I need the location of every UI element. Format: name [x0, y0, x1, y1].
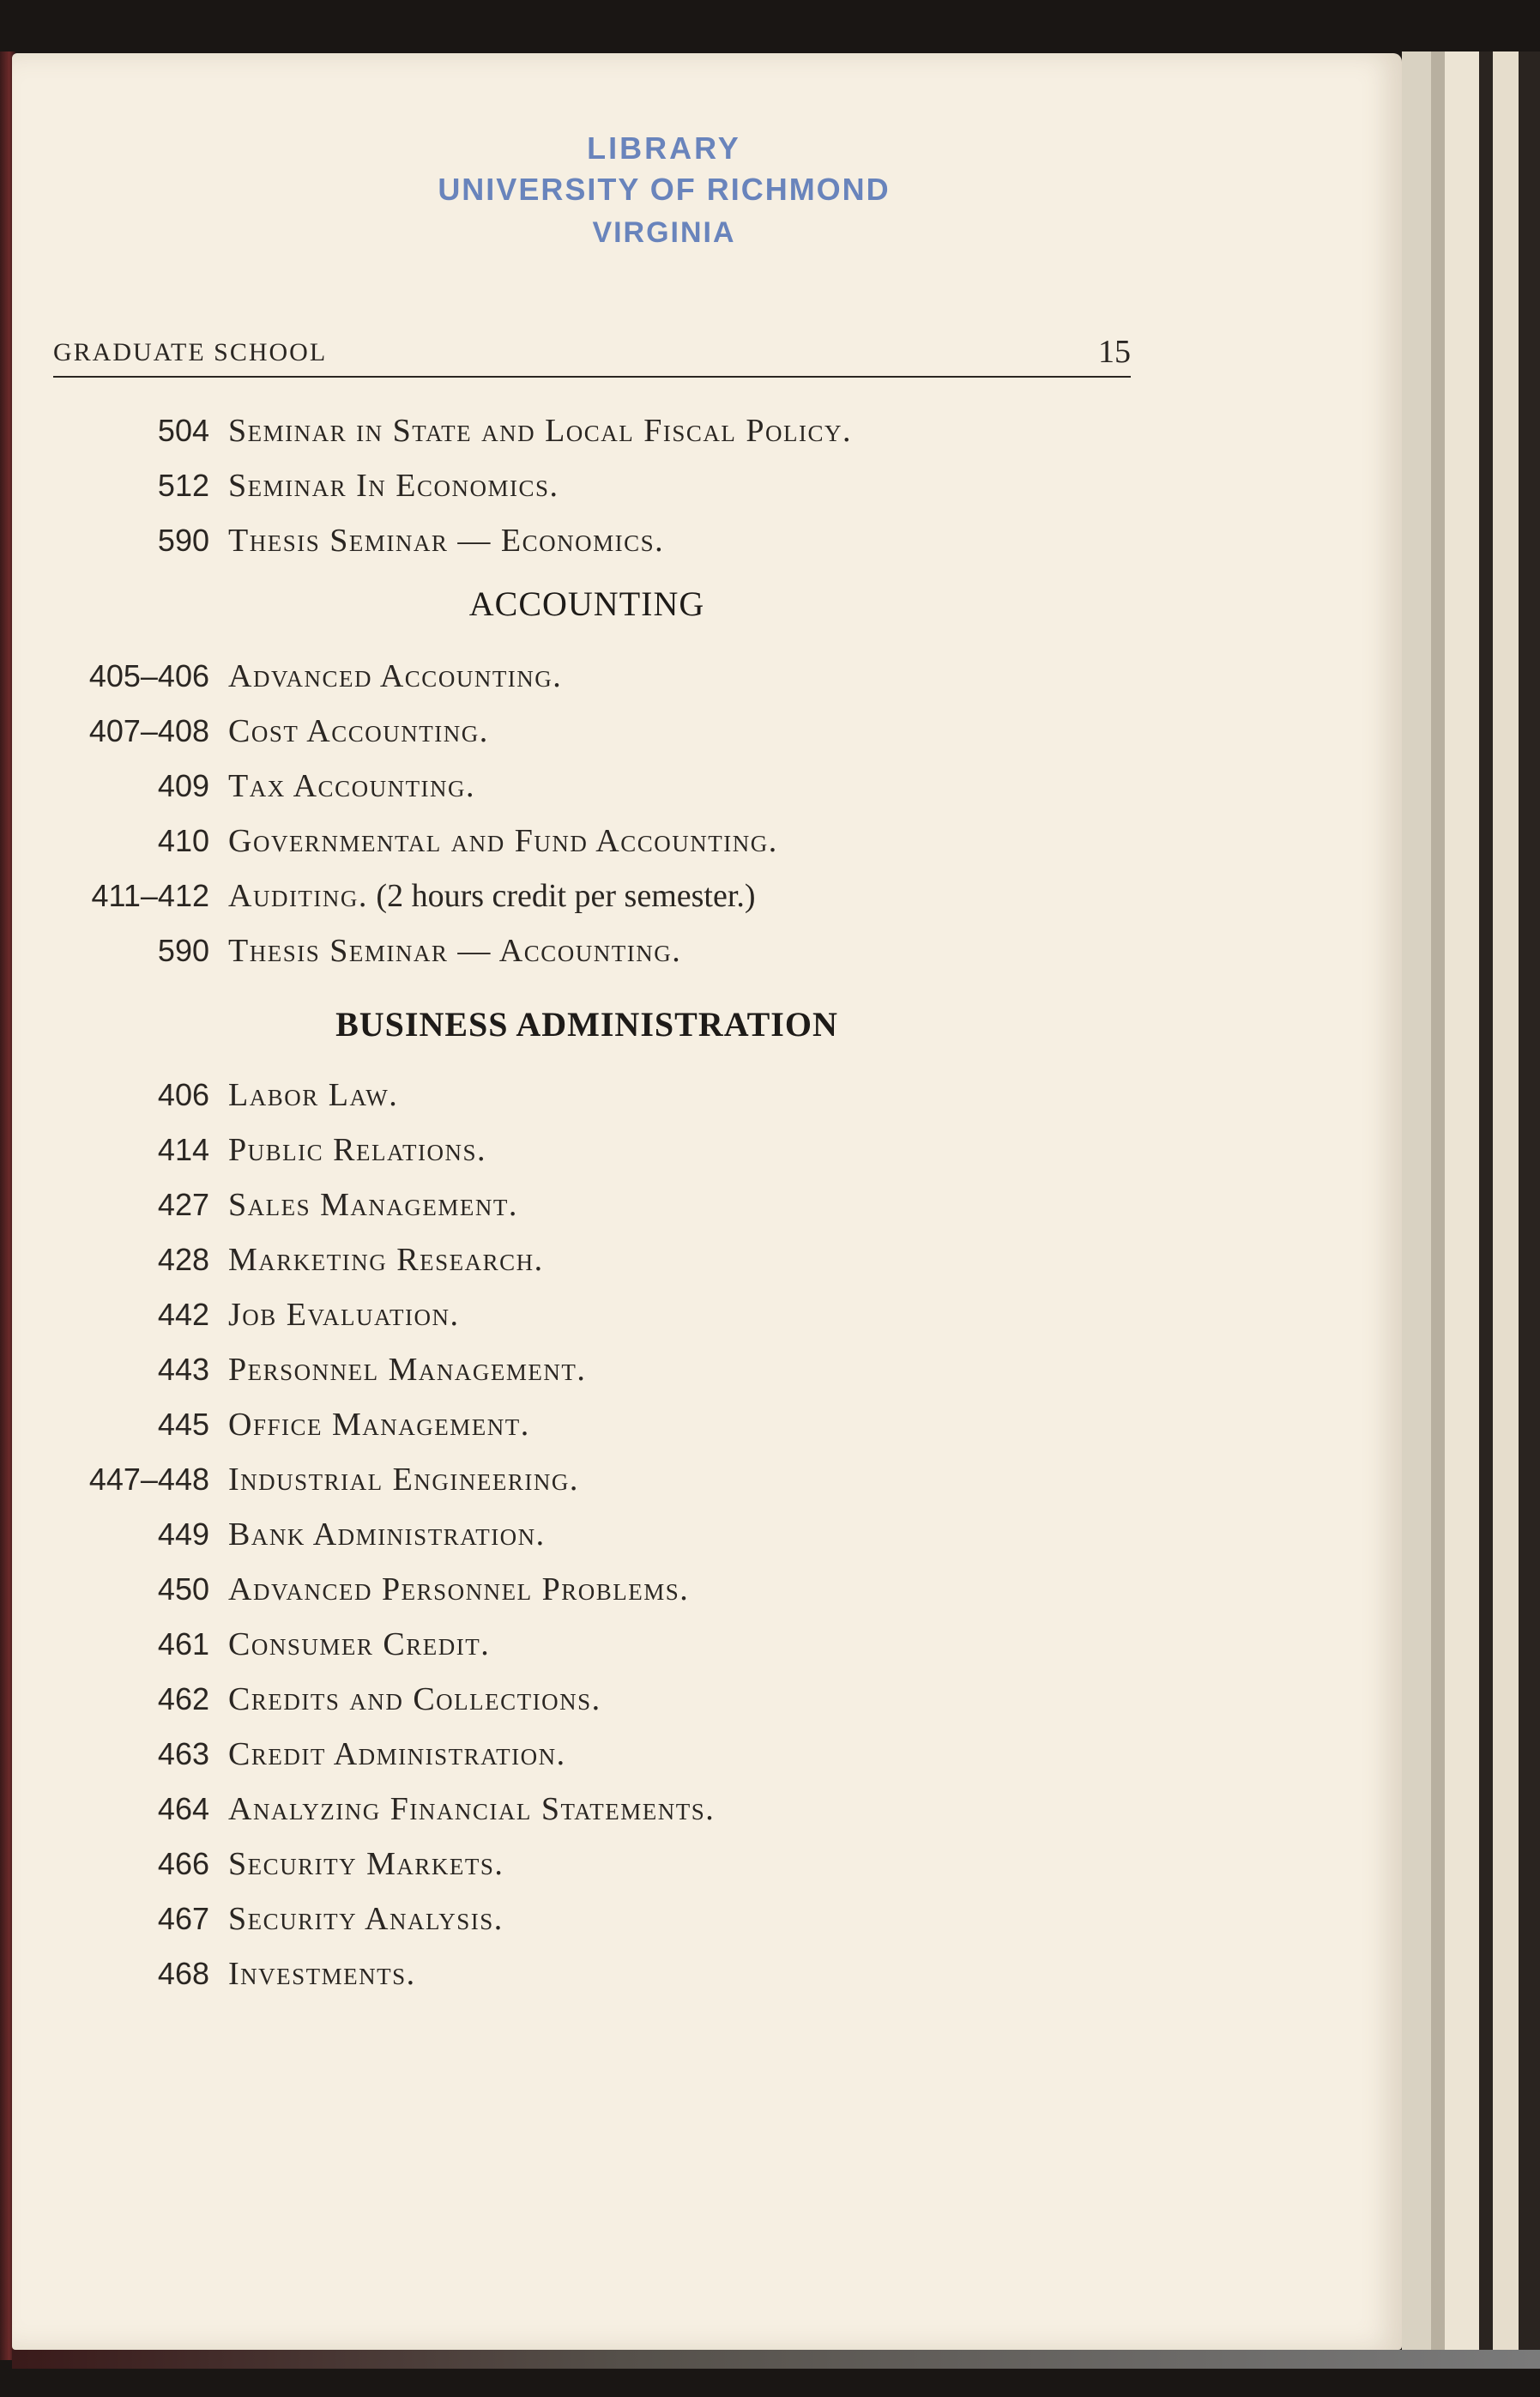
course-item — [53, 1346, 586, 1394]
course-item — [53, 1401, 530, 1449]
course-item — [53, 1236, 544, 1284]
course-title: Auditing. — [228, 878, 368, 914]
course-item — [53, 1181, 518, 1229]
course-number: 407–408 — [88, 713, 209, 748]
course-title: Tax Accounting. — [228, 768, 476, 804]
course-number: 512 — [157, 468, 209, 503]
stamp-line-library: LIBRARY — [587, 130, 741, 166]
course-title: Thesis Seminar — Economics. — [228, 523, 665, 559]
library-stamp — [355, 130, 973, 268]
course-number: 445 — [157, 1407, 209, 1442]
course-number: 405–406 — [88, 658, 209, 693]
course-item — [53, 1840, 504, 1888]
course-number: 414 — [157, 1132, 209, 1167]
course-title: Cost Accounting. — [228, 713, 489, 749]
course-title: Security Analysis. — [228, 1901, 504, 1937]
course-number: 410 — [157, 823, 209, 858]
course-number: 450 — [157, 1571, 209, 1607]
course-item — [53, 762, 475, 810]
course-item — [53, 1456, 579, 1504]
course-title: Credits and Collections. — [228, 1681, 601, 1717]
course-item — [53, 1785, 715, 1833]
course-number: 463 — [157, 1736, 209, 1771]
course-item — [53, 407, 852, 455]
course-title: Industrial Engineering. — [228, 1462, 579, 1498]
course-item — [53, 817, 778, 865]
course-number: 449 — [157, 1516, 209, 1552]
course-item — [53, 707, 489, 755]
course-number: 406 — [157, 1077, 209, 1112]
course-number: 590 — [157, 933, 209, 968]
course-item — [53, 1950, 416, 1998]
course-number: 411–412 — [91, 878, 209, 913]
course-item — [53, 872, 756, 920]
course-title: Personnel Management. — [228, 1352, 587, 1388]
course-title: Advanced Accounting. — [228, 658, 563, 694]
course-title: Bank Administration. — [228, 1516, 546, 1553]
course-title: Governmental and Fund Accounting. — [228, 823, 778, 859]
course-number: 504 — [157, 413, 209, 448]
course-number: 467 — [157, 1901, 209, 1936]
course-number: 464 — [157, 1791, 209, 1826]
course-number: 468 — [157, 1956, 209, 1991]
course-title: Office Management. — [228, 1407, 530, 1443]
page-stack-edge — [1479, 51, 1493, 2360]
page-stack-edge — [1431, 51, 1445, 2360]
course-title: Consumer Credit. — [228, 1626, 491, 1662]
course-title: Analyzing Financial Statements. — [228, 1791, 716, 1827]
course-title: Security Markets. — [228, 1846, 504, 1882]
page-stack-edge — [1519, 51, 1540, 2360]
course-number: 409 — [157, 768, 209, 803]
course-item — [53, 927, 681, 975]
course-number: 447–448 — [88, 1462, 209, 1497]
page-number: 15 — [1098, 334, 1131, 370]
course-number: 442 — [157, 1297, 209, 1332]
course-number: 461 — [157, 1626, 209, 1662]
course-title: Job Evaluation. — [228, 1297, 460, 1333]
course-title: Credit Administration. — [228, 1736, 566, 1772]
course-title: Investments. — [228, 1956, 416, 1992]
course-item — [53, 1675, 601, 1723]
course-title: Seminar in State and Local Fiscal Policy. — [228, 413, 853, 449]
course-item — [53, 652, 562, 700]
course-number: 466 — [157, 1846, 209, 1881]
stamp-line-state: VIRGINIA — [592, 216, 736, 249]
running-header — [53, 333, 1131, 378]
course-number: 590 — [157, 523, 209, 558]
course-item — [53, 462, 559, 510]
course-number: 462 — [157, 1681, 209, 1716]
course-title: Public Relations. — [228, 1132, 486, 1168]
course-title: Labor Law. — [228, 1077, 399, 1113]
course-item — [53, 517, 664, 565]
page-stack-edge — [1445, 51, 1479, 2360]
catalog-page — [12, 53, 1402, 2350]
course-title: Seminar In Economics. — [228, 468, 559, 504]
course-item — [53, 1620, 490, 1668]
page-stack-edge — [1493, 51, 1519, 2360]
course-item — [53, 1071, 398, 1119]
course-item — [53, 1291, 460, 1339]
page-stack-edge — [1402, 51, 1431, 2360]
course-item — [53, 1730, 566, 1778]
course-title: Sales Management. — [228, 1187, 518, 1223]
course-title: Thesis Seminar — Accounting. — [228, 933, 682, 969]
course-number: 428 — [157, 1242, 209, 1277]
course-number: 443 — [157, 1352, 209, 1387]
course-title: Marketing Research. — [228, 1242, 544, 1278]
course-item — [53, 1565, 689, 1613]
section-heading-accounting: ACCOUNTING — [468, 584, 705, 623]
header-title: GRADUATE SCHOOL — [53, 338, 328, 366]
course-title: Advanced Personnel Problems. — [228, 1571, 690, 1607]
stamp-line-university: UNIVERSITY OF RICHMOND — [438, 172, 891, 207]
course-number: 427 — [157, 1187, 209, 1222]
course-item — [53, 1126, 486, 1174]
course-item — [53, 1895, 504, 1943]
section-heading-business: BUSINESS ADMINISTRATION — [335, 1005, 838, 1044]
course-item — [53, 1510, 546, 1559]
course-note: (2 hours credit per semester.) — [367, 878, 756, 914]
book-bottom-edge — [12, 2350, 1540, 2369]
